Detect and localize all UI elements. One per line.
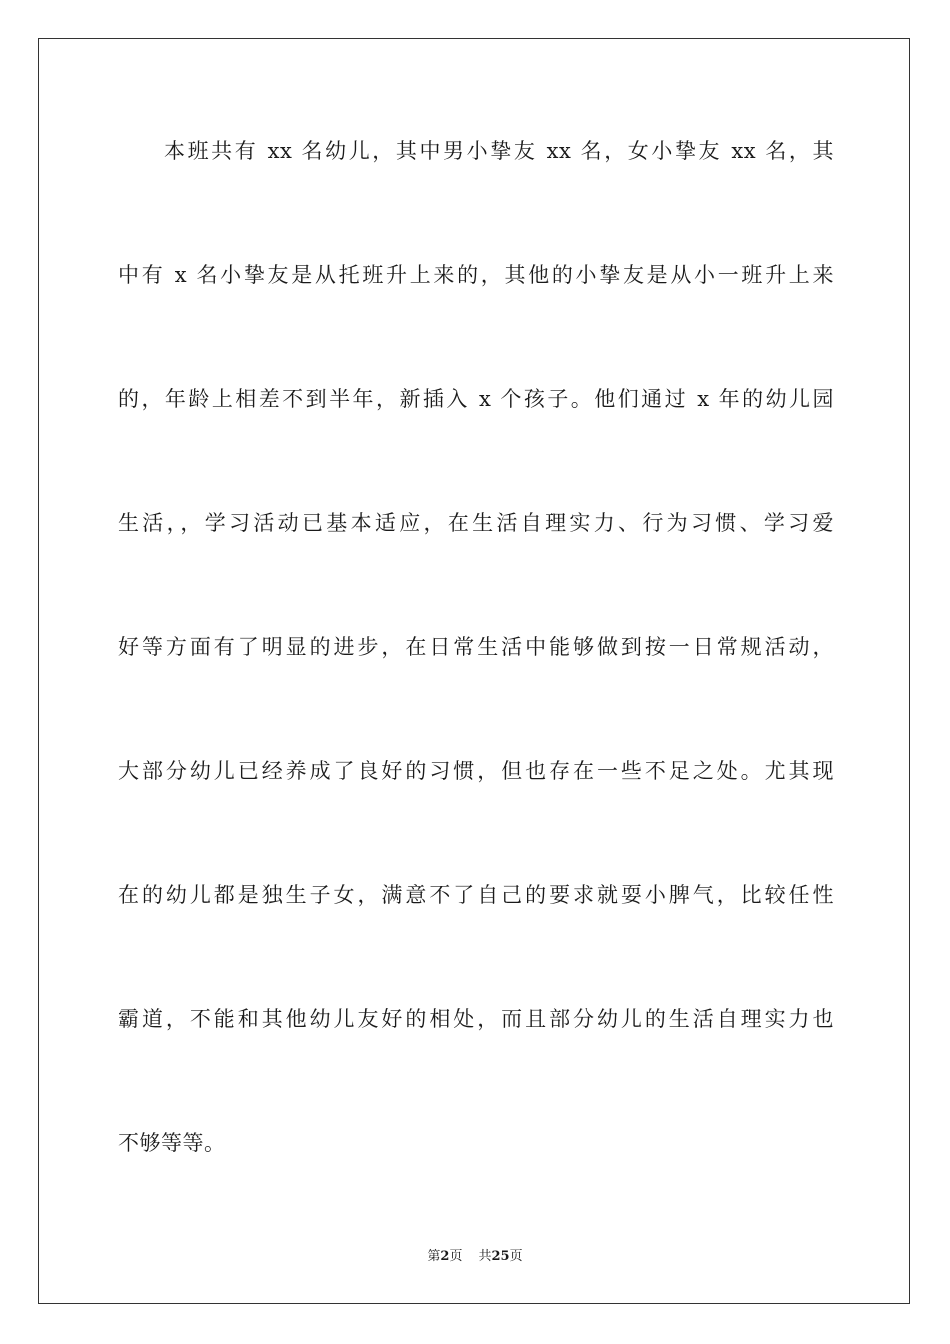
footer-total-suffix: 页 [509,1249,523,1264]
text-line-2: 中有 x 名小挚友是从托班升上来的，其他的小挚友是从小一班升上来 [118,263,834,287]
text-line-7: 在的幼儿都是独生子女，满意不了自己的要求就耍小脾气，比较任性 [118,883,834,907]
footer-page-number: 2 [440,1249,450,1264]
page-frame [38,38,910,1304]
footer-total-prefix: 共 [478,1249,492,1264]
text-line-6: 大部分幼儿已经养成了良好的习惯，但也存在一些不足之处。尤其现 [118,759,834,783]
footer-page-prefix: 第 [427,1249,441,1264]
text-line-8: 霸道，不能和其他幼儿友好的相处，而且部分幼儿的生活自理实力也 [118,1007,834,1031]
text-line-9: 不够等等。 [118,1131,226,1155]
text-line-4: 生活，，学习活动已基本适应，在生活自理实力、行为习惯、学习爱 [118,511,834,535]
text-line-1: 本班共有 xx 名幼儿，其中男小挚友 xx 名，女小挚友 xx 名，其 [164,139,834,163]
page-footer [0,1248,950,1266]
text-line-3: 的，年龄上相差不到半年，新插入 x 个孩子。他们通过 x 年的幼儿园 [118,387,834,411]
text-line-5: 好等方面有了明显的进步，在日常生活中能够做到按一日常规活动， [118,635,834,659]
footer-page-suffix: 页 [449,1249,463,1264]
footer-total-pages: 25 [491,1249,510,1264]
